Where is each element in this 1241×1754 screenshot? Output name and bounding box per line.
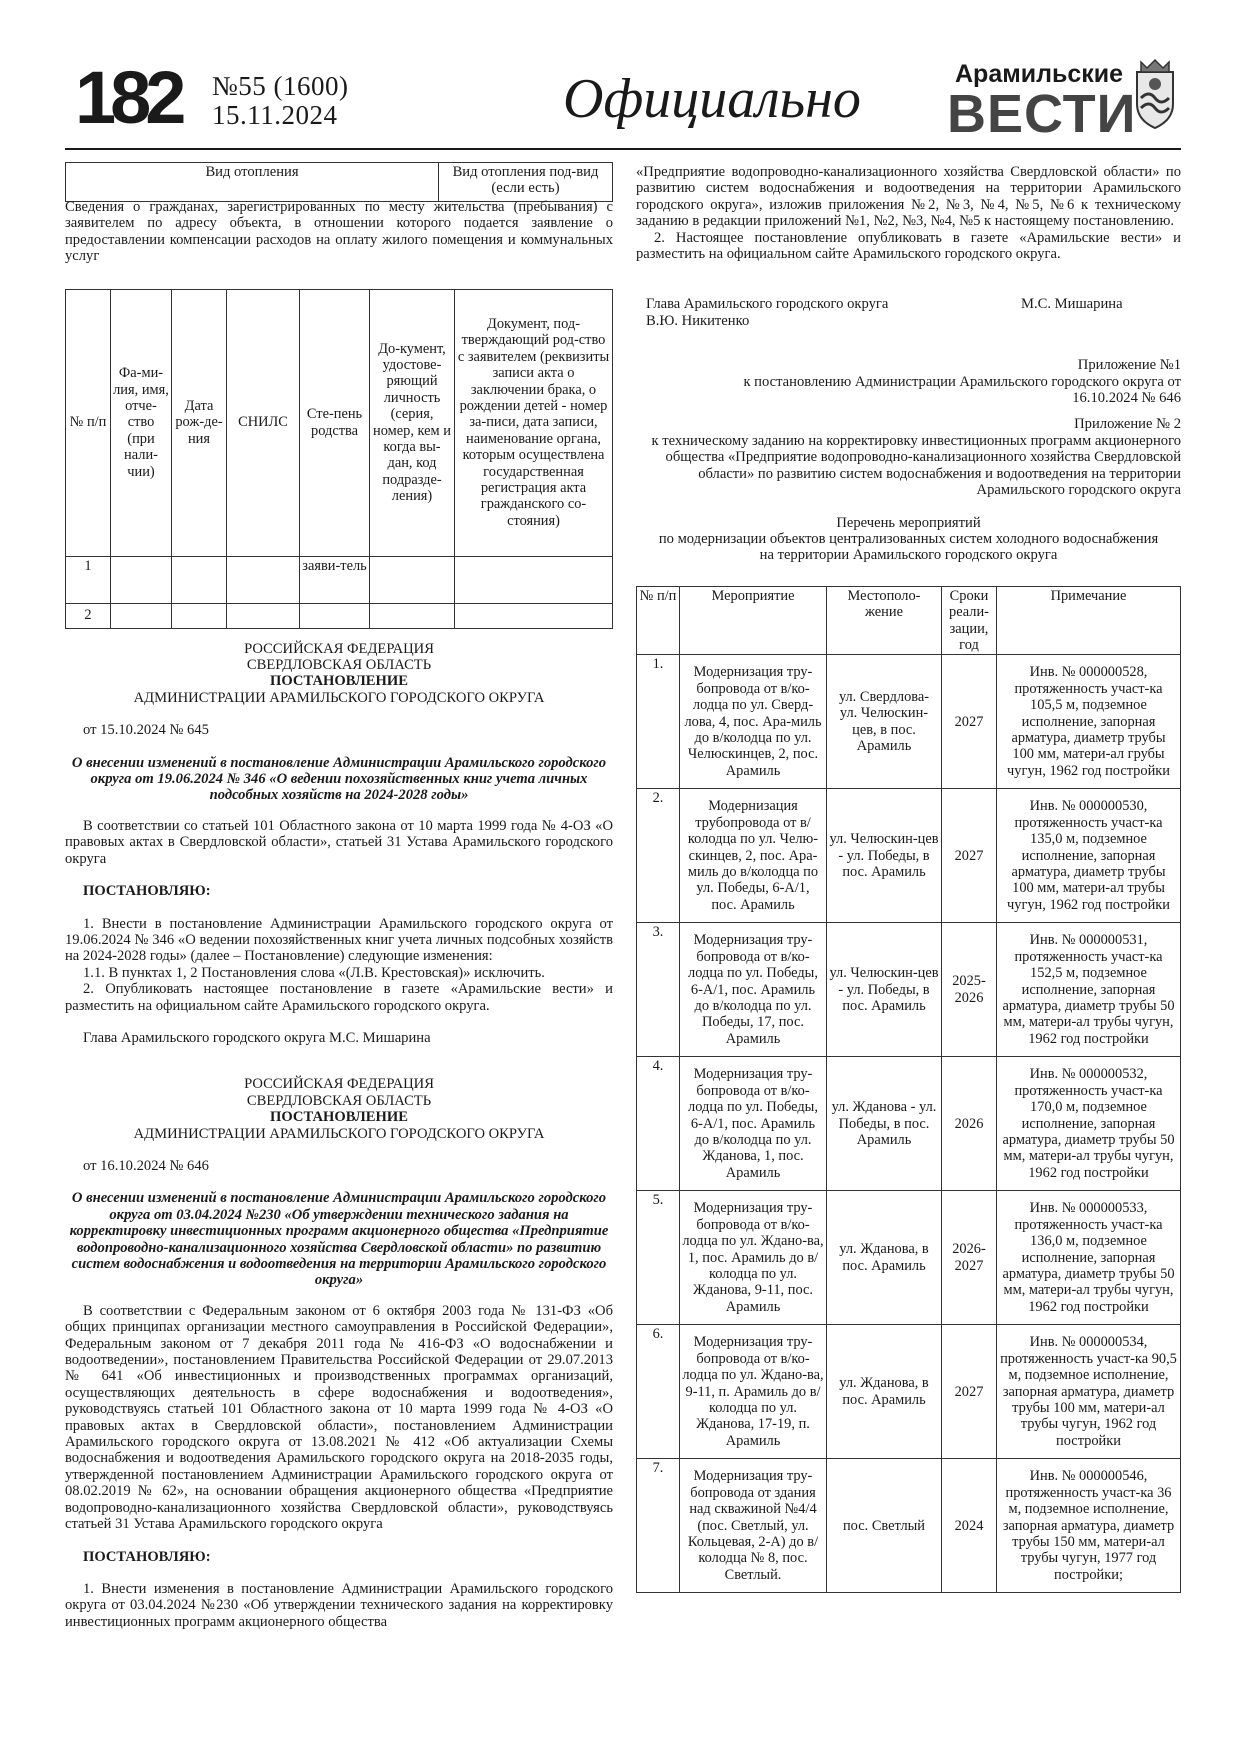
left-column — [65, 162, 613, 1630]
table-cell: 2 — [66, 603, 111, 628]
doc-preamble: В соответствии с Федеральным законом от 6 октября 2003 года № 131-ФЗ «Об общих принципах организации местного самоуправления в Российской Федерации», Федеральным законом от 7 декабря 2011 года № 416-ФЗ «О водоснабжении и водоотведении», постановлением Правительства Российской Федерации от 29.07.2013 № 641 «Об инвестиционных и производственных программах организаций, осуществляющих деятельность в сфере водоснабжения и водоотведения», руководствуясь статьей 101 Областного закона от 10 марта 1999 года № 4-ОЗ «О правовых актах в Свердловской области», постановлением Администрации Арамильского городского округа от 13.08.2021 № 412 «Об актуализации Схемы водоснабжения и водоотведения Арамильского городского округа на 2018-2035 годы, утвержденной постановлением Администрации Арамильского городского округа от 08.02.2019 № 62», на основании обращения акционерного общества «Предприятие водопроводно-канализационного хозяйства Свердловской области», руководствуясь статьей 31 Устава Арамильского городского округа — [65, 1302, 613, 1533]
table-row — [637, 1191, 1181, 1325]
header-region: СВЕРДЛОВСКАЯ ОБЛАСТЬ — [246, 1092, 432, 1109]
table-header-cell: Примечание — [997, 586, 1181, 655]
signature-left: Глава Арамильского городского округа В.Ю. Никитенко — [646, 296, 889, 329]
appendix2-label: Приложение № 2 — [1074, 416, 1181, 433]
table-cell: 2025-2026 — [942, 923, 997, 1057]
table-row — [637, 789, 1181, 923]
right-column — [636, 164, 1181, 1593]
table-cell: Инв. № 000000530, протяженность участ-ка 135,0 м, подземное исполнение, запорная арматура, диаметр трубы 100 мм, матери-ал трубы чугун, 1962 год постройки — [997, 789, 1181, 923]
header-region: СВЕРДЛОВСКАЯ ОБЛАСТЬ — [246, 657, 432, 674]
table-cell: Инв. № 000000534, протяженность участ-ка 90,5 м, подземное исполнение, запорная арматура, диаметр трубы 100 мм, матери-ал трубы чугун, 1962 год постройки — [997, 1325, 1181, 1459]
table-cell — [111, 556, 172, 603]
resolution-645 — [65, 641, 613, 1047]
table-cell — [455, 603, 613, 628]
table-cell: Инв. № 000000528, протяженность участ-ка 105,5 м, подземное исполнение, запорная арматура, диаметр трубы 100 мм, матери-ал грубы чугун, 1962 год постройки — [997, 655, 1181, 789]
doc-item-1-continued: «Предприятие водопроводно-канализационного хозяйства Свердловской области» по развитию систем водоснабжения и водоотведения на территории Арамильского городского округа», изложив приложения №2, №3, №4, №5, №6 к техническому заданию в редакции приложений №1, №2, №3, №4, №5 к настоящему постановлению. — [636, 164, 1181, 230]
table-cell: 2027 — [942, 789, 997, 923]
table-row — [637, 1459, 1181, 1593]
table-header-cell: Документ, под-тверждающий род-ство с заявителем (реквизиты записи акта о заключении брака, о рождении детей - номер за-писи, дата записи, наименование органа, которым осуществлена государственная регистрация акта гражданского со-стояния) — [455, 289, 613, 556]
table-cell: пос. Светлый — [827, 1459, 942, 1593]
citizens-intro: Сведения о гражданах, зарегистрированных по месту жительства (пребывания) с заявителем по адресу объекта, в отношении которого подается заявление о предоставлении компенсации расходов на оплату жилого помещения и коммунальных услуг — [65, 199, 613, 265]
table-cell: ул. Челюскин-цев - ул. Победы, в пос. Арамиль — [827, 923, 942, 1057]
brand-name-line1: Арамильские — [955, 60, 1124, 88]
coat-of-arms-icon — [1129, 58, 1181, 130]
doc-date: от 16.10.2024 № 646 — [83, 1157, 209, 1174]
table-cell: Инв. № 000000546, протяженность участ-ка 36 м, подземное исполнение, запорная арматура, диаметр трубы 150 мм, матери-ал трубы чугун, 1977 год постройки; — [997, 1459, 1181, 1593]
family-table — [65, 289, 613, 629]
table-cell: Инв. № 000000532, протяженность участ-ка 170,0 м, подземное исполнение, запорная арматура, диаметр трубы 50 мм, матери-ал трубы чугун, 1962 год постройки — [997, 1057, 1181, 1191]
doc-item-2: 2. Настоящее постановление опубликовать в газете «Арамильские вести» и разместить на официальном сайте Арамильского городского округа. — [636, 229, 1181, 263]
appendix2-text: к техническому заданию на корректировку инвестиционных программ акционерного общества «Предприятие водопроводно-канализационного хозяйства Свердловской области» по развитию систем водоснабжения и водоотведения на территории Арамильского городского округа — [651, 432, 1181, 499]
list-title: Перечень мероприятий — [836, 514, 981, 531]
table-header-cell: Фа-ми-лия, имя, отче-ство (при нали-чии) — [111, 289, 172, 556]
table-header-cell: № п/п — [66, 289, 111, 556]
table-cell: Модернизация трубопровода от в/колодца по ул. Челю-скинцев, 2, пос. Ара-миль до в/колодца по ул. Победы, 6-А/1, пос. Арамиль — [680, 789, 827, 923]
measures-table — [636, 586, 1181, 1594]
table-cell — [370, 556, 455, 603]
appendix1-label: Приложение №1 — [1077, 357, 1181, 374]
table-cell: Модернизация тру-бопровода от в/ко-лодца по ул. Сверд-лова, 4, пос. Ара-миль до в/колодца по ул. Челюскинцев, 2, пос. Арамиль — [680, 655, 827, 789]
signature-block — [636, 296, 1181, 329]
table-header-row — [66, 289, 613, 556]
brand-name-line2: ВЕСТИ — [947, 84, 1137, 144]
heating-table — [65, 162, 613, 202]
table-cell: 6. — [637, 1325, 680, 1459]
table-row — [637, 655, 1181, 789]
table-header-row — [637, 586, 1181, 655]
doc-decree: ПОСТАНОВЛЯЮ: — [83, 1548, 211, 1565]
issue-number: №55 (1600) — [212, 71, 349, 101]
table-cell: 2026-2027 — [942, 1191, 997, 1325]
doc-date: от 15.10.2024 № 645 — [83, 722, 209, 739]
doc-item-1: 1. Внести изменения в постановление Администрации Арамильского городского округа от 03.04.2024 №230 «Об утверждении технического задания на корректировку инвестиционных программ акционерного общества — [65, 1580, 613, 1630]
table-cell: 5. — [637, 1191, 680, 1325]
table-row — [637, 1057, 1181, 1191]
masthead — [75, 58, 1181, 150]
table-cell: 2024 — [942, 1459, 997, 1593]
table-cell — [111, 603, 172, 628]
doc-title: О внесении изменений в постановление Администрации Арамильского городского округа от 19.06.2024 № 346 «О ведении похозяйственных книг учета личных подсобных хозяйств на 2024-2028 годы» — [71, 754, 607, 804]
list-subtitle: по модернизации объектов централизованных систем холодного водоснабжения на территории Арамильского городского округа — [658, 530, 1159, 564]
table-cell — [300, 603, 370, 628]
table-cell — [227, 603, 300, 628]
table-header-cell: № п/п — [637, 586, 680, 655]
table-cell: 2027 — [942, 655, 997, 789]
table-cell: Модернизация тру-бопровода от в/ко-лодца по ул. Победы, 6-А/1, пос. Арамиль до в/колодца по ул. Победы, 17, пос. Арамиль — [680, 923, 827, 1057]
table-cell: Модернизация тру-бопровода от в/ко-лодца по ул. Ждано-ва, 9-11, п. Арамиль до в/колодца по ул. Жданова, 17-19, п. Арамиль — [680, 1325, 827, 1459]
table-cell: заяви-тель — [300, 556, 370, 603]
table-header-cell: СНИЛС — [227, 289, 300, 556]
table-cell: ул. Жданова - ул. Победы, в пос. Арамиль — [827, 1057, 942, 1191]
table-cell: Модернизация тру-бопровода от в/ко-лодца по ул. Победы, 6-А/1, пос. Арамиль до в/колодца по ул. Жданова, 1, пос. Арамиль — [680, 1057, 827, 1191]
table-row — [66, 603, 613, 628]
table-cell: Модернизация тру-бопровода от здания над скважиной №4/4 (пос. Светлый, ул. Кольцевая, 2-А) до в/колодца № 8, пос. Светлый. — [680, 1459, 827, 1593]
table-header-cell: Сте-пень родства — [300, 289, 370, 556]
table-cell: Инв. № 000000533, протяженность участ-ка 136,0 м, подземное исполнение, запорная арматура, диаметр трубы 50 мм, матери-ал трубы чугун, 1962 год постройки — [997, 1191, 1181, 1325]
doc-preamble: В соответствии со статьей 101 Областного закона от 10 марта 1999 года № 4-ОЗ «О правовых актах в Свердловской области», статьей 31 Устава Арамильского городского округа — [65, 817, 613, 867]
table-row — [637, 923, 1181, 1057]
table-cell: ул. Челюскин-цев - ул. Победы, в пос. Арамиль — [827, 789, 942, 923]
header-authority: АДМИНИСТРАЦИИ АРАМИЛЬСКОГО ГОРОДСКОГО ОКРУГА — [133, 1125, 545, 1142]
table-cell: 7. — [637, 1459, 680, 1593]
doc-title: О внесении изменений в постановление Администрации Арамильского городского округа от 03.04.2024 №230 «Об утверждении технического задания на корректировку инвестиционных программ акционерного общества «Предприятие водопроводно-канализационного хозяйства Свердловской области» по развитию систем водоснабжения и водоотведения на территории Арамильского городского округа» — [69, 1190, 609, 1289]
appendix1-text: к постановлению Администрации Арамильского городского округа от 16.10.2024 № 646 — [743, 373, 1181, 407]
page-number: 182 — [75, 56, 181, 139]
header-doc-type: ПОСТАНОВЛЕНИЕ — [270, 673, 408, 690]
table-cell: Инв. № 000000531, протяженность участ-ка 152,5 м, подземное исполнение, запорная арматура, диаметр трубы 50 мм, матери-ал трубы чугун, 1962 год постройки — [997, 923, 1181, 1057]
table-cell: 4. — [637, 1057, 680, 1191]
table-row — [66, 556, 613, 603]
header-country: РОССИЙСКАЯ ФЕДЕРАЦИЯ — [244, 1076, 434, 1093]
doc-item-1: 1. Внести в постановление Администрации Арамильского городского округа от 19.06.2024 № 346 «О ведении похозяйственных книг учета личных подсобных хозяйств на 2024-2028 годы» (далее – Постановление) следующие изменения: — [65, 915, 613, 965]
table-cell: 1 — [66, 556, 111, 603]
table-header-cell: До-кумент, удостове-ряющий личность (серия, номер, кем и когда вы-дан, код подразде-ления) — [370, 289, 455, 556]
header-country: РОССИЙСКАЯ ФЕДЕРАЦИЯ — [244, 640, 434, 657]
table-header-cell: Дата рож-де-ния — [172, 289, 227, 556]
doc-item-1-1: 1.1. В пунктах 1, 2 Постановления слова «(Л.В. Крестовская)» исключить. — [83, 964, 545, 981]
table-cell: ул. Жданова, в пос. Арамиль — [827, 1191, 942, 1325]
heating-subtype-header: Вид отопления под-вид (если есть) — [439, 163, 613, 202]
table-cell: 2. — [637, 789, 680, 923]
table-cell — [455, 556, 613, 603]
table-row — [637, 1325, 1181, 1459]
table-cell: ул. Свердлова- ул. Челюскин-цев, в пос. Арамиль — [827, 655, 942, 789]
doc-signature: Глава Арамильского городского округа М.С. Мишарина — [83, 1029, 431, 1046]
issue-date: 15.11.2024 — [212, 100, 338, 130]
header-rule — [65, 148, 1181, 150]
doc-decree: ПОСТАНОВЛЯЮ: — [83, 883, 211, 900]
table-cell: 1. — [637, 655, 680, 789]
table-cell — [227, 556, 300, 603]
table-header-cell: Местополо-жение — [827, 586, 942, 655]
doc-item-2: 2. Опубликовать настоящее постановление в газете «Арамильские вести» и разместить на официальном сайте Арамильского городского округа. — [65, 981, 613, 1014]
header-doc-type: ПОСТАНОВЛЕНИЕ — [270, 1109, 408, 1126]
table-cell: ул. Жданова, в пос. Арамиль — [827, 1325, 942, 1459]
table-cell — [370, 603, 455, 628]
table-cell: Модернизация тру-бопровода от в/ко-лодца по ул. Ждано-ва, 1, пос. Арамиль до в/колодца по ул. Жданова, 9-11, пос. Арамиль — [680, 1191, 827, 1325]
resolution-646 — [65, 1076, 613, 1630]
header-authority: АДМИНИСТРАЦИИ АРАМИЛЬСКОГО ГОРОДСКОГО ОКРУГА — [133, 689, 545, 706]
table-cell — [172, 603, 227, 628]
section-title: Официально — [563, 68, 861, 130]
table-header-cell: Сроки реали-зации, год — [942, 586, 997, 655]
table-cell: 2027 — [942, 1325, 997, 1459]
issue-info — [212, 72, 349, 130]
table-cell — [172, 556, 227, 603]
table-header-cell: Мероприятие — [680, 586, 827, 655]
heating-type-header: Вид отопления — [66, 163, 439, 202]
signature-right: М.С. Мишарина — [1021, 296, 1123, 313]
table-cell: 2026 — [942, 1057, 997, 1191]
table-cell: 3. — [637, 923, 680, 1057]
